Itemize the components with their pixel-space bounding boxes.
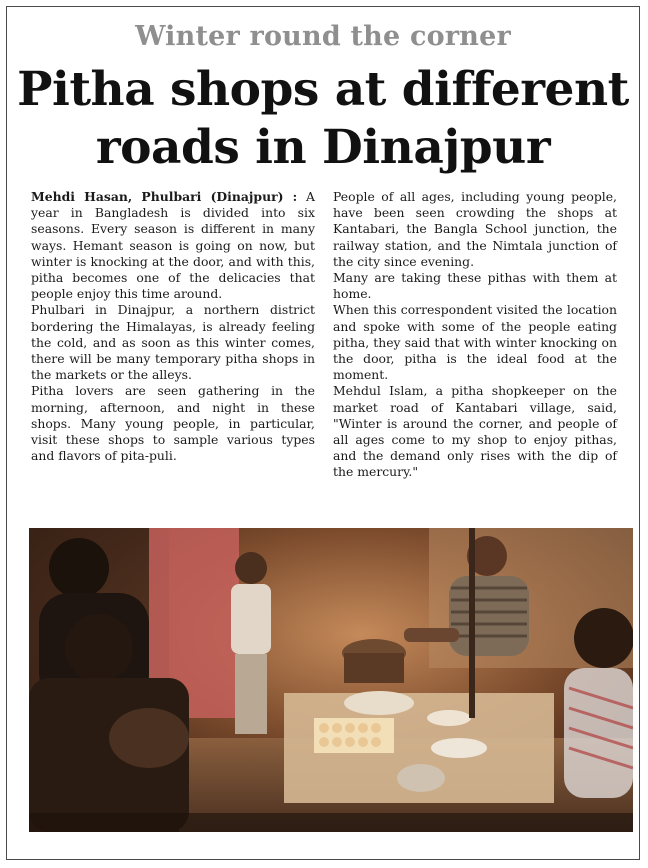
pitha-shop-photo-icon [29, 528, 633, 832]
article-photo [29, 528, 633, 832]
paragraph-4: People of all ages, including young people, have been seen crowding the shops at Kantabari, the Bangla School junction, the railway station, and the Nimtala junction of the city since evening. [333, 189, 617, 269]
paragraph-3: Pitha lovers are seen gathering in the morning, afternoon, and night in these shops. Many young people, in particular, visit these shops to sample various types and flavors of pita-puli. [31, 383, 315, 464]
headline-line-1: Pitha shops at different [17, 62, 629, 117]
headline-line-2: roads in Dinajpur [95, 120, 551, 175]
paragraph-1-text: A year in Bangladesh is divided into six seasons. Every season is different in many ways. Hemant season is going on now, but winter is knocking at the door, and with this, pitha becomes one of the delicacies that people enjoy this time around. [31, 189, 315, 302]
headline [7, 61, 639, 177]
kicker: Winter round the corner [135, 21, 511, 52]
paragraph-1 [31, 189, 315, 302]
paragraph-2: Phulbari in Dinajpur, a northern district bordering the Himalayas, is already feeling the cold, and as soon as this winter comes, there will be many temporary pitha shops in the markets or the alleys. [31, 302, 315, 383]
paragraph-6: When this correspondent visited the location and spoke with some of the people eating pitha, they said that with winter knocking on the door, pitha is the ideal food at the moment. [333, 302, 617, 383]
paragraph-7: Mehdul Islam, a pitha shopkeeper on the market road of Kantabari village, said, "Winter is around the corner, and people of all ages come to my shop to enjoy pithas, and the demand only rises with the dip of the mercury." [333, 383, 617, 480]
byline: Mehdi Hasan, Phulbari (Dinajpur) : [31, 189, 298, 204]
paragraph-5: Many are taking these pithas with them at home. [333, 270, 617, 302]
right-column [333, 189, 617, 481]
left-column [31, 189, 315, 464]
article-frame [6, 6, 640, 860]
